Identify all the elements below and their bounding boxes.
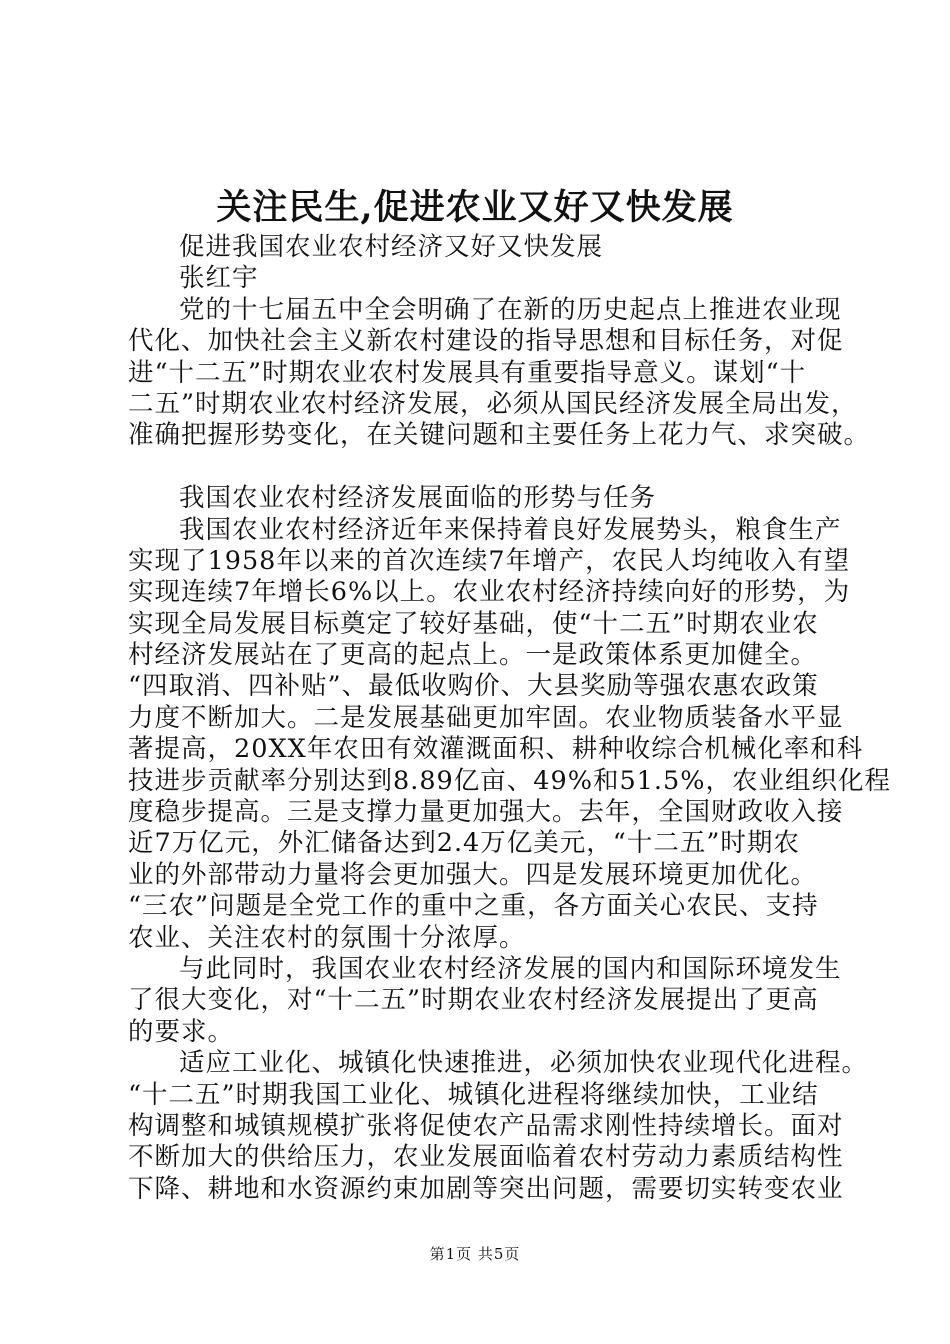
page-number-footer: 第1页 共5页	[429, 1245, 521, 1263]
paragraph-line: 的要求。	[128, 1016, 235, 1047]
paragraph-line: 构调整和城镇规模扩张将促使农产品需求刚性持续增长。面对	[128, 1110, 844, 1141]
paragraph-spacer	[128, 452, 840, 483]
section-heading: 我国农业农村经济发展面临的形势与任务	[179, 483, 657, 514]
paragraph-line: 农业、关注农村的氛围十分浓厚。	[128, 922, 526, 953]
paragraph-line: 与此同时，我国农业农村经济发展的国内和国际环境发生	[179, 953, 842, 984]
paragraph-line: 度稳步提高。三是支撑力量更加强大。去年，全国财政收入接	[128, 797, 844, 828]
paragraph-line: 适应工业化、城镇化快速推进，必须加快农业现代化进程。	[179, 1048, 869, 1079]
paragraph-line: “三农”问题是全党工作的重中之重，各方面关心农民、支持	[128, 891, 819, 922]
paragraph-line: 党的十七届五中全会明确了在新的历史起点上推进农业现	[179, 294, 842, 325]
paragraph-line: 实现连续7年增长6%以上。农业农村经济持续向好的形势，为	[128, 577, 851, 608]
paragraph-line: 不断加大的供给压力，农业发展面临着农村劳动力素质结构性	[128, 1142, 844, 1173]
paragraph-line: 实现了1958年以来的首次连续7年增产，农民人均纯收入有望	[128, 545, 851, 576]
paragraph-line: 技进步贡献率分别达到8.89亿亩、49%和51.5%，农业组织化程	[128, 765, 891, 796]
paragraph-line: 村经济发展站在了更高的起点上。一是政策体系更加健全。	[128, 640, 818, 671]
paragraph-line: 二五”时期农业农村经济发展，必须从国民经济发展全局出发，	[128, 388, 858, 419]
paragraph-line: “四取消、四补贴”、最低收购价、大县奖励等强农惠农政策	[128, 671, 819, 702]
paragraph-line: 代化、加快社会主义新农村建设的指导思想和目标任务，对促	[128, 326, 844, 357]
paragraph-line: 实现全局发展目标奠定了较好基础，使“十二五”时期农业农	[128, 608, 819, 639]
paragraph-line: 准确把握形势变化，在关键问题和主要任务上花力气、求突破。	[128, 420, 871, 451]
paragraph-line: 著提高，20XX年农田有效灌溉面积、耕种收综合机械化率和科	[128, 734, 864, 765]
author-name: 张红宇	[179, 263, 259, 294]
document-body	[128, 232, 891, 1205]
paragraph-line: 了很大变化，对“十二五”时期农业农村经济发展提出了更高	[128, 985, 819, 1016]
paragraph-line: 业的外部带动力量将会更加强大。四是发展环境更加优化。	[128, 859, 818, 890]
document-subtitle: 促进我国农业农村经济又好又快发展	[179, 232, 604, 262]
paragraph-line: 我国农业农村经济近年来保持着良好发展势头，粮食生产	[179, 514, 842, 545]
paragraph-line: 进“十二五”时期农业农村发展具有重要指导意义。谋划“十	[128, 357, 807, 388]
paragraph-line: 近7万亿元，外汇储备达到2.4万亿美元，“十二五”时期农	[128, 828, 800, 859]
paragraph-line: “十二五”时期我国工业化、城镇化进程将继续加快，工业结	[128, 1079, 819, 1110]
paragraph-line: 下降、耕地和水资源约束加剧等突出问题，需要切实转变农业	[128, 1173, 844, 1204]
document-title: 关注民生,促进农业又好又快发展	[216, 187, 734, 228]
paragraph-line: 力度不断加大。二是发展基础更加牢固。农业物质装备水平显	[128, 702, 844, 733]
